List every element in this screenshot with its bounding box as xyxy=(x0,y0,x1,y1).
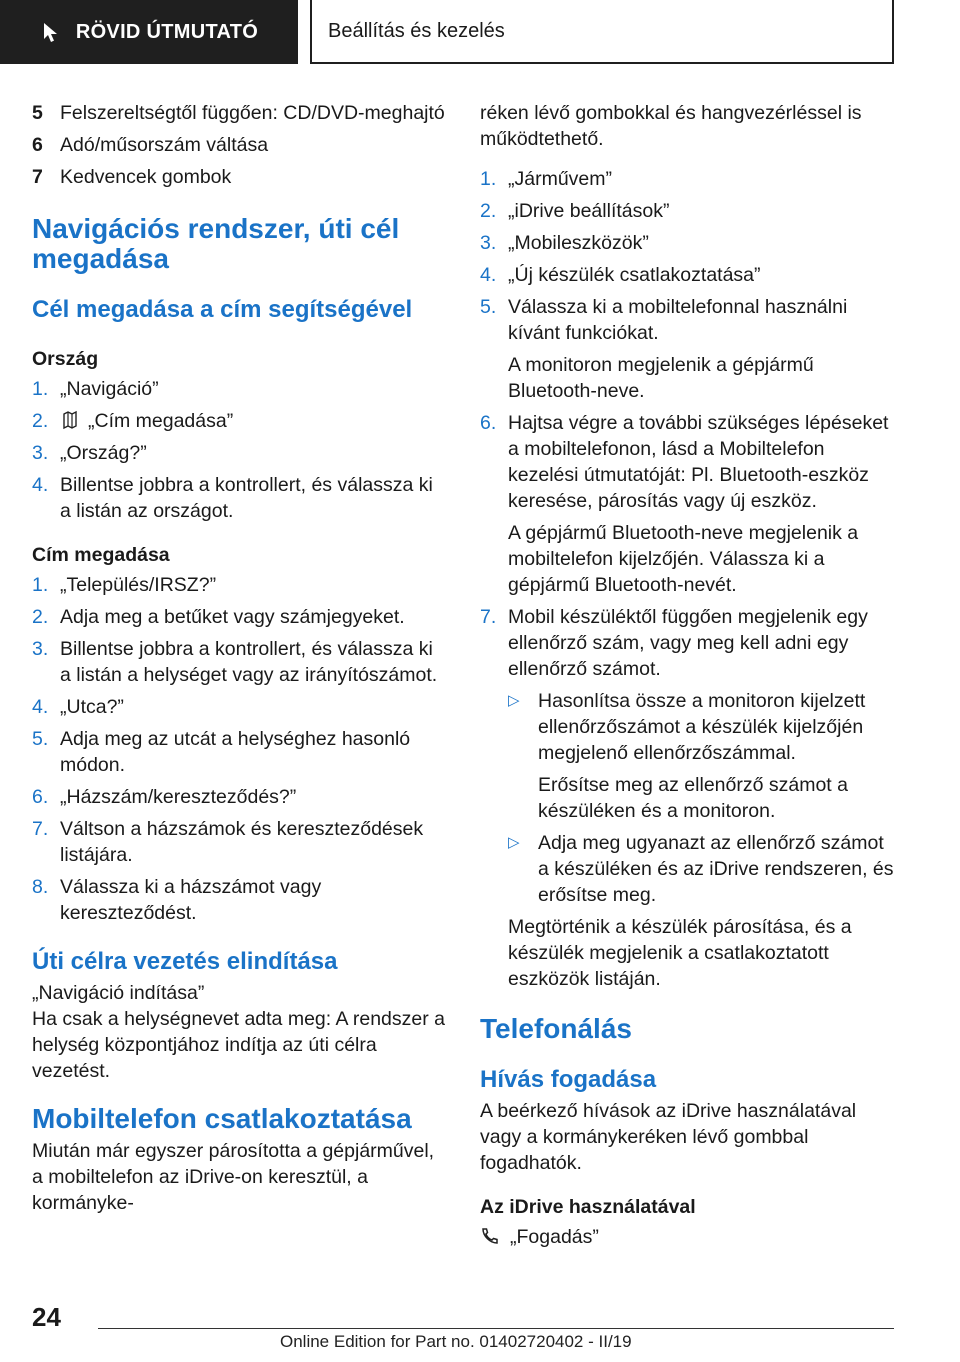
footer-edition: Online Edition for Part no. 01402720402 - II/19 xyxy=(280,1332,632,1351)
heading-country: Ország xyxy=(32,348,99,370)
step-text: „Navigáció” xyxy=(60,378,159,400)
step-text: Adja meg a betűket vagy számjegyeket. xyxy=(60,606,405,628)
step-number: 3. xyxy=(32,442,49,464)
navigation-icon xyxy=(60,410,80,430)
heading-navigation: Navigációs rendszer, úti cél megadása xyxy=(32,213,400,274)
step-text: Válassza ki a házszámot vagy kereszteződést. xyxy=(60,876,322,924)
step-number: 1. xyxy=(32,574,49,596)
step-item xyxy=(32,726,446,778)
step-item xyxy=(32,694,446,720)
phone-accept-icon xyxy=(480,1226,500,1246)
step-text: „Cím megadása” xyxy=(88,410,234,432)
step-text: „Ország?” xyxy=(60,442,147,464)
step-number: 7. xyxy=(480,606,497,628)
step-number: 7. xyxy=(32,818,49,840)
heading-start-guidance: Úti célra vezetés elindítása xyxy=(32,948,338,975)
heading-incoming-call: Hívás fogadása xyxy=(480,1066,657,1093)
list-item xyxy=(32,164,446,190)
bullet-text: Adja meg ugyanazt az ellenőrző számot a készüléken és az iDrive rendszeren, és erősítse meg. xyxy=(538,832,894,906)
step-item xyxy=(480,410,898,514)
continued-paragraph: réken lévő gombokkal és hangvezérléssel is működtethető. xyxy=(480,102,862,150)
right-column xyxy=(480,100,898,1256)
step-number: 4. xyxy=(480,264,497,286)
accept-text: „Fogadás” xyxy=(510,1226,599,1248)
step-number: 2. xyxy=(480,200,497,222)
step-item xyxy=(32,376,446,402)
step-item xyxy=(480,294,898,346)
heading-phone-connect: Mobiltelefon csatlakoztatása xyxy=(32,1103,412,1134)
step-text: Billentse jobbra a kontrollert, és válassza ki a listán a helységet vagy az irányítószámot. xyxy=(60,638,438,686)
step-number: 5. xyxy=(480,296,497,318)
step-item xyxy=(32,604,446,630)
top-bar xyxy=(0,0,960,66)
list-text: Felszereltségtől függően: CD/DVD-meghajtó xyxy=(60,102,445,124)
bullet-item xyxy=(508,688,898,766)
phone-description: Miután már egyszer párosította a gépjárművel, a mobiltelefon az iDrive-on keresztül, a kormányke- xyxy=(32,1140,435,1214)
list-item xyxy=(32,100,446,126)
triangle-bullet-icon: ▷ xyxy=(508,692,520,709)
step-text: „iDrive beállítások” xyxy=(508,200,670,222)
step-note: Megtörténik a készülék párosítása, és a készülék megjelenik a csatlakoztatott eszközök listáján. xyxy=(508,916,852,990)
step-number: 1. xyxy=(480,168,497,190)
step-item xyxy=(32,784,446,810)
quick-guide-icon xyxy=(40,21,62,43)
list-text: Adó/műsorszám váltása xyxy=(60,134,269,156)
step-text: „Mobileszközök” xyxy=(508,232,649,254)
step-number: 4. xyxy=(32,696,49,718)
step-item xyxy=(32,408,446,434)
step-number: 1. xyxy=(32,378,49,400)
footer-divider xyxy=(98,1328,894,1329)
step-text: „Új készülék csatlakoztatása” xyxy=(508,264,761,286)
heading-address: Cím megadása xyxy=(32,544,170,566)
list-number: 5 xyxy=(32,102,43,124)
bullet-note: Erősítse meg az ellenőrző számot a készüléken és a monitoron. xyxy=(538,774,848,822)
step-item xyxy=(32,572,446,598)
bullet-item xyxy=(508,830,898,908)
step-text: Hajtsa végre a további szükséges lépéseket a mobiltelefonon, lásd a Mobiltelefon kezelési útmutatóját: Pl. Bluetooth-eszköz keresése, párosítás vagy új eszköz. xyxy=(508,412,889,512)
step-item xyxy=(480,604,898,682)
step-number: 5. xyxy=(32,728,49,750)
list-item xyxy=(32,132,446,158)
step-item xyxy=(480,198,898,224)
step-text: Váltson a házszámok és kereszteződések listájára. xyxy=(60,818,424,866)
start-command: „Navigáció indítása” xyxy=(32,982,205,1004)
heading-destination: Cél megadása a cím segítségével xyxy=(32,296,413,323)
step-note: A monitoron megjelenik a gépjármű Bluetooth-neve. xyxy=(508,354,814,402)
step-item xyxy=(480,166,898,192)
step-note: A gépjármű Bluetooth-neve megjelenik a mobiltelefon kijelzőjén. Válassza ki a gépjármű Bluetooth-nevét. xyxy=(508,522,859,596)
step-number: 3. xyxy=(480,232,497,254)
section-title xyxy=(310,0,894,64)
triangle-bullet-icon: ▷ xyxy=(508,834,520,851)
list-text: Kedvencek gombok xyxy=(60,166,232,188)
step-number: 2. xyxy=(32,606,49,628)
step-text: Válassza ki a mobiltelefonnal használni kívánt funkciókat. xyxy=(508,296,848,344)
incoming-description: A beérkező hívások az iDrive használatával vagy a kormánykeréken lévő gombbal fogadhatók. xyxy=(480,1100,857,1174)
step-item xyxy=(32,440,446,466)
step-number: 8. xyxy=(32,876,49,898)
list-number: 7 xyxy=(32,166,43,188)
step-number: 6. xyxy=(480,412,497,434)
tab-quick-guide[interactable] xyxy=(0,0,298,64)
heading-idrive-usage: Az iDrive használatával xyxy=(480,1196,696,1218)
step-number: 4. xyxy=(32,474,49,496)
step-item xyxy=(32,874,446,926)
step-text: „Járművem” xyxy=(508,168,613,190)
step-text: „Utca?” xyxy=(60,696,124,718)
start-description: Ha csak a helységnevet adta meg: A rendszer a helység központjához indítja az úti célra vezetést. xyxy=(32,1008,445,1082)
page-number: 24 xyxy=(32,1302,61,1332)
step-text: Adja meg az utcát a helységhez hasonló módon. xyxy=(60,728,411,776)
left-column xyxy=(32,100,446,1216)
step-item xyxy=(32,472,446,524)
section-title-label: Beállítás és kezelés xyxy=(328,19,505,42)
step-text: Mobil készüléktől függően megjelenik egy ellenőrző szám, vagy meg kell adni egy ellenőrző számot. xyxy=(508,606,868,680)
step-item xyxy=(480,262,898,288)
step-number: 6. xyxy=(32,786,49,808)
step-number: 3. xyxy=(32,638,49,660)
heading-calling: Telefonálás xyxy=(480,1013,632,1044)
tab-quick-guide-label: RÖVID ÚTMUTATÓ xyxy=(75,20,259,43)
step-item xyxy=(32,636,446,688)
bullet-text: Hasonlítsa össze a monitoron kijelzett ellenőrzőszámot a készülék kijelzőjén megjelenő ellenőrzőszámmal. xyxy=(538,690,866,764)
step-text: Billentse jobbra a kontrollert, és válassza ki a listán az országot. xyxy=(60,474,433,522)
step-text: „Házszám/kereszteződés?” xyxy=(60,786,297,808)
accept-call-item xyxy=(480,1224,898,1250)
step-text: „Település/IRSZ?” xyxy=(60,574,217,596)
step-item xyxy=(32,816,446,868)
step-number: 2. xyxy=(32,410,49,432)
step-item xyxy=(480,230,898,256)
list-number: 6 xyxy=(32,134,43,156)
